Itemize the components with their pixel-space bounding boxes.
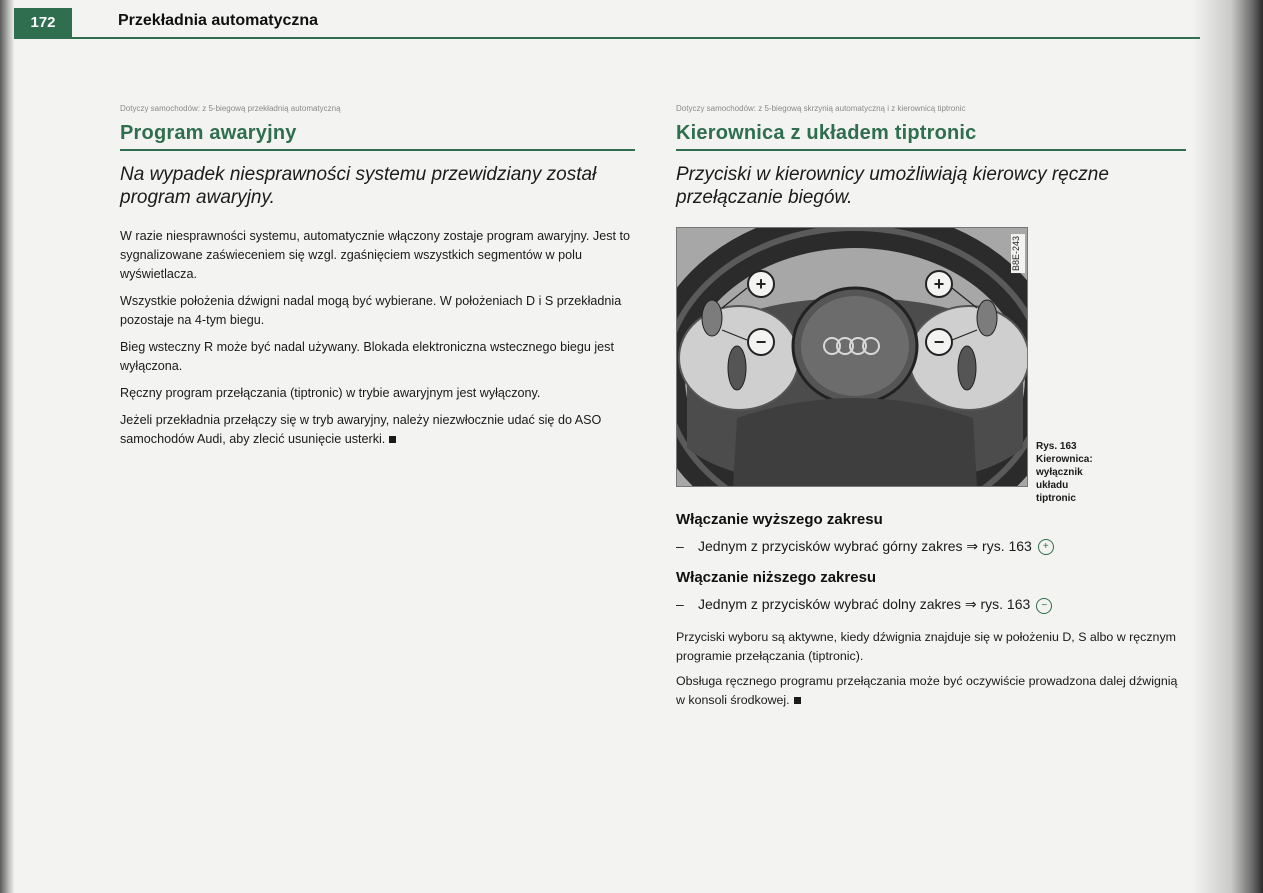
page-header xyxy=(0,0,1200,38)
figure-caption xyxy=(1036,440,1106,505)
book-spine-shadow-right xyxy=(1193,0,1263,893)
black-square-icon xyxy=(794,697,801,704)
black-square-icon xyxy=(389,436,396,443)
svg-text:+: + xyxy=(933,274,945,294)
section-title: Kierownica z układem tiptronic xyxy=(676,122,1186,151)
caption-text: Kierownica: wyłącznik układu tiptronic xyxy=(1036,454,1093,504)
header-divider xyxy=(14,37,1200,39)
section-body xyxy=(676,628,1186,710)
section-body xyxy=(120,227,635,449)
steering-wheel-figure xyxy=(676,227,1028,487)
paragraph: Bieg wsteczny R może być nadal używany. Blokada elektroniczna wstecznego biegu jest wyłączona. xyxy=(120,340,614,373)
paragraph: Przyciski wyboru są aktywne, kiedy dźwignia znajduje się w położeniu D, S albo w ręcznym programie przełączania (tiptronic). xyxy=(676,629,1176,663)
paragraph: Ręczny program przełączania (tiptronic) w trybie awaryjnym jest wyłączony. xyxy=(120,386,541,400)
figure-code: B8E-243 xyxy=(1011,234,1025,273)
downshift-step-text: Jednym z przycisków wybrać dolny zakres ⇒ rys. 163 xyxy=(698,596,1031,613)
minus-circle-icon: − xyxy=(1036,598,1052,614)
svg-text:+: + xyxy=(755,274,767,294)
caption-label: Rys. 163 xyxy=(1036,441,1077,452)
upshift-step: – Jednym z przycisków wybrać górny zakres ⇒ rys. 163 + xyxy=(676,538,1186,555)
paragraph-last xyxy=(120,411,635,449)
section-title: Program awaryjny xyxy=(120,122,635,151)
section-lead: Przyciski w kierownicy umożliwiają kierowcy ręczne przełączanie biegów. xyxy=(676,164,1109,208)
upshift-step-text: Jednym z przycisków wybrać górny zakres ⇒ rys. 163 xyxy=(698,538,1032,554)
upshift-title: Włączanie wyższego zakresu xyxy=(676,511,883,528)
left-column xyxy=(120,104,635,457)
paragraph-text: Jeżeli przekładnia przełączy się w tryb awaryjny, należy niezwłocznie udać się do ASO samochodów Audi, aby zlecić usunięcie usterki. xyxy=(120,413,602,446)
book-spine-shadow-left xyxy=(0,0,14,893)
steering-wheel-illustration xyxy=(677,228,1027,486)
right-column xyxy=(676,104,1186,716)
page-number: 172 xyxy=(14,8,72,38)
downshift-title: Włączanie niższego zakresu xyxy=(676,569,877,587)
svg-text:−: − xyxy=(933,332,945,352)
applies-to-note: Dotyczy samochodów: z 5-biegową przekładnią automatyczną xyxy=(120,104,341,113)
paragraph: Wszystkie położenia dźwigni nadal mogą być wybierane. W położeniach D i S przekładnia pozostaje na 4-tym biegu. xyxy=(120,294,622,327)
applies-to-note: Dotyczy samochodów: z 5-biegową skrzynią automatyczną i z kierownicą tiptronic xyxy=(676,104,966,113)
downshift-step: – Jednym z przycisków wybrać dolny zakres ⇒ rys. 163 − xyxy=(676,596,1186,613)
paragraph-text: Obsługa ręcznego programu przełączania może być oczywiście prowadzona dalej dźwignią w konsoli środkowej. xyxy=(676,673,1178,707)
paragraph: W razie niesprawności systemu, automatycznie włączony zostaje program awaryjny. Jest to sygnalizowane zaświeceniem się wzgl. zgaśnięciem wszystkich segmentów w polu wyświetlacza. xyxy=(120,229,631,281)
plus-circle-icon: + xyxy=(1038,539,1054,555)
svg-text:−: − xyxy=(755,332,767,352)
chapter-title: Przekładnia automatyczna xyxy=(118,12,319,29)
paragraph-last xyxy=(676,672,1186,710)
section-lead: Na wypadek niesprawności systemu przewidziany został program awaryjny. xyxy=(120,164,597,208)
